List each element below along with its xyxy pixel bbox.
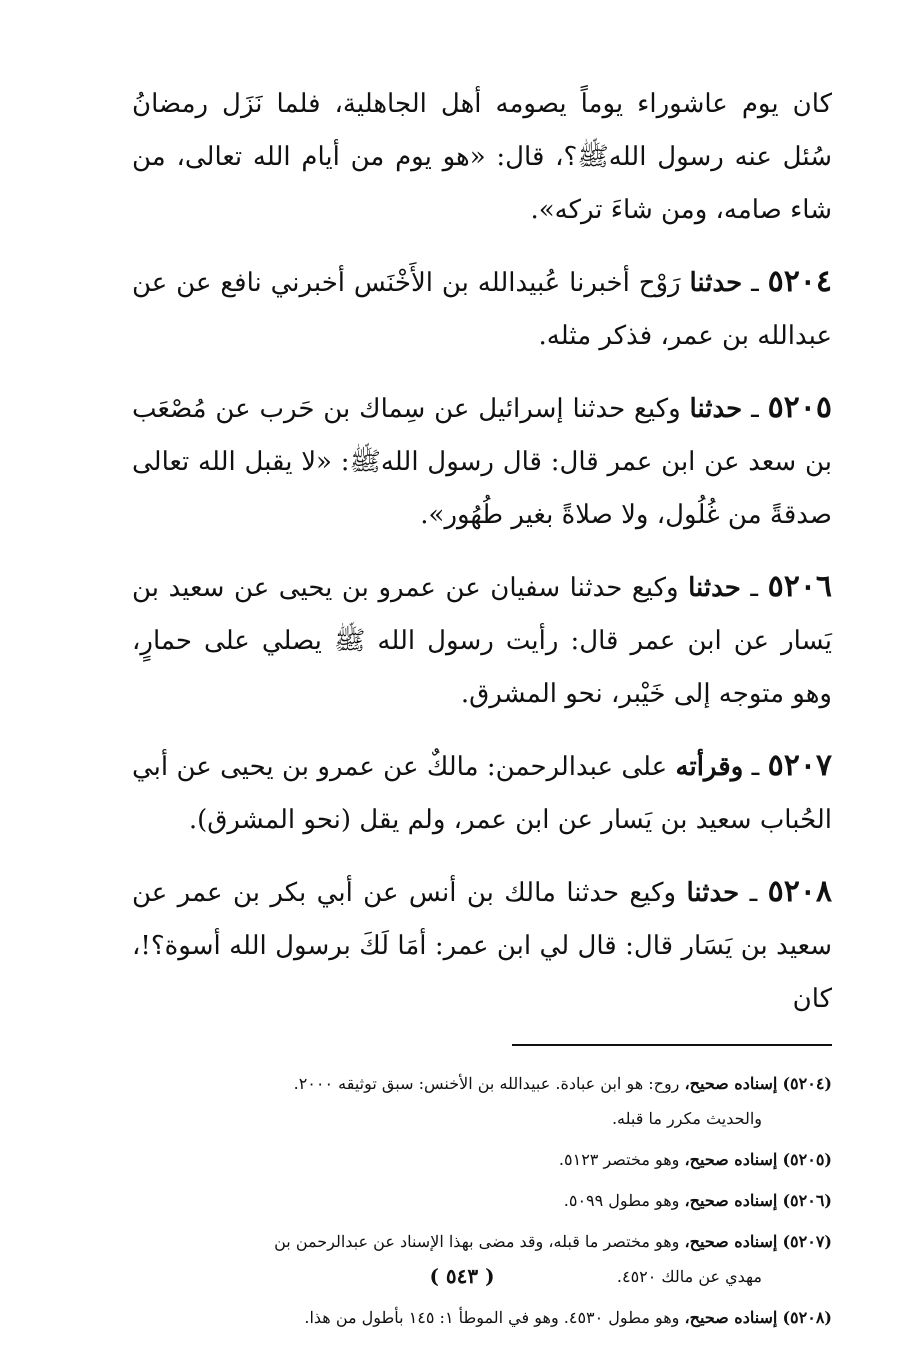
footnote-continuation: مهدي عن مالك ٤٥٢٠. [616,1267,762,1286]
intro-paragraph [132,78,832,237]
footnote-number: (٥٢٠٥) [782,1150,832,1169]
footnote-5204 [132,1066,832,1136]
hadith-number: ٥٢٠٦ [767,569,833,604]
hadith-number: ٥٢٠٥ [767,390,833,425]
footnote-grade: إسناده صحيح، [684,1308,778,1327]
hadith-text: وكيع حدثنا سفيان عن عمرو بن يحيى عن سعيد بن يَسار عن ابن عمر قال: رأيت رسول الله ﷺ يصلي على حمارٍ، وهو متوجه إلى خَيْبر، نحو المشرق. [132,573,832,709]
hadith-separator: ـ [750,573,759,603]
hadith-text: وكيع حدثنا إسرائيل عن سِماك بن حَرب عن مُصْعَب بن سعد عن ابن عمر قال: قال رسول اللهﷺ: «لا يقبل الله تعالى صدقةً من غُلُول، ولا صلاةً بغير طُهُور». [132,394,832,530]
hadith-separator: ـ [751,752,760,782]
footnote-text: وهو مطول ٤٥٣٠. وهو في الموطأ ١: ١٤٥ بأطول من هذا. [304,1308,680,1327]
footnote-grade: إسناده صحيح، [684,1074,778,1093]
footnote-grade: إسناده صحيح، [684,1191,778,1210]
footnote-text: وهو مختصر ٥١٢٣. [558,1150,680,1169]
hadith-keyword: حدثنا [689,394,743,424]
hadith-separator: ـ [751,268,759,298]
hadith-separator: ـ [751,394,759,424]
hadith-keyword: وقرأته [675,752,744,782]
footnote-grade: إسناده صحيح، [684,1150,778,1169]
footnote-5208 [132,1300,832,1335]
hadith-keyword: حدثنا [689,268,743,298]
hadith-5204 [132,255,832,363]
footnote-number: (٥٢٠٧) [782,1232,832,1251]
hadith-number: ٥٢٠٤ [767,264,833,299]
footnote-number: (٥٢٠٤) [782,1074,832,1093]
hadith-text: رَوْح أخبرنا عُبيدالله بن الأَخْنَس أخبرني نافع عن عن عبدالله بن عمر، فذكر مثله. [132,268,832,351]
hadith-text: على عبدالرحمن: مالكٌ عن عمرو بن يحيى عن أبي الحُباب سعيد بن يَسار عن ابن عمر، ولم يقل (نحو المشرق). [132,752,832,835]
hadith-5205 [132,381,832,542]
hadith-keyword: حدثنا [686,878,740,908]
hadith-number: ٥٢٠٧ [767,748,833,783]
page-number: ( ٥٤٣ ) [429,1264,495,1288]
hadith-5206 [132,560,832,721]
main-text [132,78,832,1026]
footnote-5206 [132,1183,832,1218]
footnote-text: وهو مطول ٥٠٩٩. [563,1191,680,1210]
footnote-number: (٥٢٠٨) [782,1308,832,1327]
footnote-text: روح: هو ابن عبادة. عبيدالله بن الأخنس: سبق توثيقه ٢٠٠٠. [293,1074,680,1093]
footnote-text: وهو مختصر ما قبله، وقد مضى بهذا الإسناد عن عبدالرحمن بن [274,1232,680,1251]
footnote-number: (٥٢٠٦) [782,1191,832,1210]
hadith-keyword: حدثنا [688,573,741,603]
intro-text: كان يوم عاشوراء يوماً يصومه أهل الجاهلية، فلما نَزَل رمضانُ سُئل عنه رسول اللهﷺ؟، قال: «هو يوم من أيام الله تعالى، من شاء صامه، ومن شاءَ تركه». [132,89,832,225]
hadith-separator: ـ [749,878,758,908]
hadith-5208 [132,865,832,1026]
footnote-divider [512,1044,832,1046]
footnote-5205 [132,1142,832,1177]
footnote-grade: إسناده صحيح، [684,1232,778,1251]
hadith-5207 [132,739,832,847]
footnote-continuation: والحديث مكرر ما قبله. [611,1109,762,1128]
hadith-number: ٥٢٠٨ [767,874,833,909]
footnotes [132,1066,832,1335]
hadith-text: وكيع حدثنا مالك بن أنس عن أبي بكر بن عمر عن سعيد بن يَسَار قال: قال لي ابن عمر: أمَا لَكَ برسول الله أسوة؟!، كان [132,878,832,1014]
